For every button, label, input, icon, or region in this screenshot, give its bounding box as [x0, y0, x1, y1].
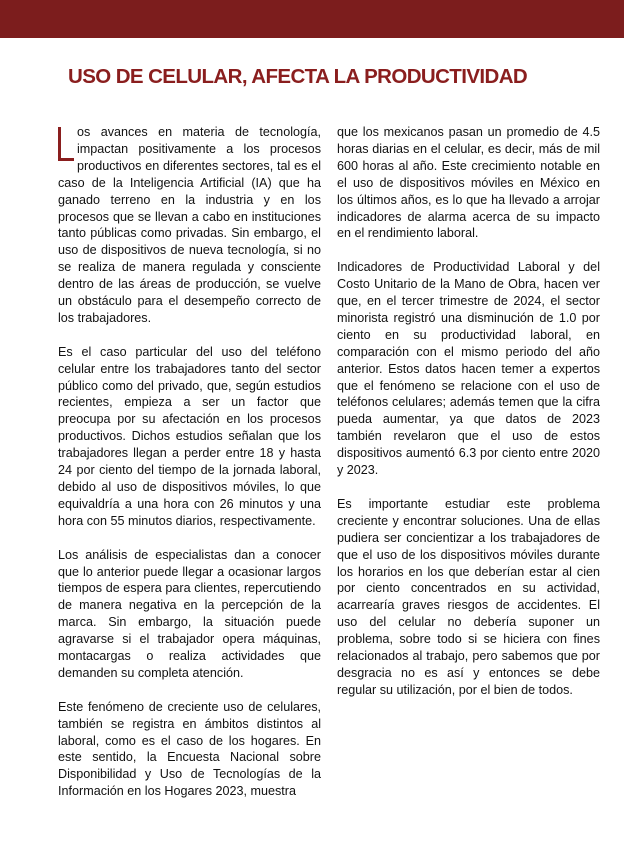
paragraph-1-text: os avances en materia de tecnología, impactan positivamente a los procesos productivos en diferentes sectores, tal es el caso de la Inteligencia Artificial (IA) que ha ganado terreno en la industria y en los procesos que se llevan a cabo en instituciones tanto públicas como privadas. Sin embargo, el uso de dispositivos de nueva tecnología, si no se realiza de manera regulada y consciente dentro de las áreas de producción, se vuelve un obstáculo para el desempeño correcto de los trabajadores. [58, 125, 321, 325]
article-title: USO DE CELULAR, AFECTA LA PRODUCTIVIDAD [68, 65, 528, 88]
paragraph-7: Es importante estudiar este problema creciente y encontrar soluciones. Una de ellas pudiera ser concientizar a los trabajadores de que el uso de los dispositivos móviles durante los horarios en los que deberían estar al cien por ciento concentrados en su actividad, acarrearía graves riesgos de accidentes. El uso del celular no debería suponer un problema, sobre todo si se hiciera con fines relacionados al trabajo, pero sabemos que por desgracia no es así y entonces se debe regular su utilización, por el bien de todos. [337, 496, 600, 697]
paragraph-6: Indicadores de Productividad Laboral y del Costo Unitario de la Mano de Obra, hacen ver que, en el tercer trimestre de 2024, el sector minorista registró una disminución de 1.0 por ciento en su productividad laboral, en comparación con el mismo periodo del año anterior. Estos datos hacen temer a expertos que el fenómeno se relacione con el uso de teléfonos celulares; además temen que la cifra pueda aumentar, ya que datos de 2023 también revelaron que el uso de estos dispositivos aumentó 6.3 por ciento entre 2020 y 2023. [337, 260, 600, 478]
header-band [0, 0, 624, 38]
drop-cap [58, 127, 74, 161]
paragraph-2: Es el caso particular del uso del teléfono celular entre los trabajadores tanto del sector público como del privado, que, según estudios recientes, empieza a ser un factor que preocupa por su afectación en los procesos productivos. Dichos estudios señalan que los trabajadores llegan a perder entre 18 y hasta 24 por ciento del tiempo de la jornada laboral, debido al uso de dispositivos móviles, lo que equivaldría a una hora con 26 minutos y una hora con 55 minutos diarios, respectivamente. [58, 344, 321, 528]
paragraph-4: Este fenómeno de creciente uso de celulares, también se registra en ámbitos distintos al laboral, como es el caso de los hogares. En este sentido, la Encuesta Nacional sobre Disponibilidad y Uso de Tecnologías de la Información en los Hogares 2023, muestra [58, 699, 321, 799]
paragraph-1 [58, 124, 321, 327]
left-column [58, 124, 321, 817]
paragraph-3: Los análisis de especialistas dan a conocer que lo anterior puede llegar a ocasionar largos tiempos de espera para clientes, repercutiendo de manera negativa en la percepción de la marca. Sin embargo, la situación puede agravarse si el trabajador opera máquinas, montacargas o realiza actividades que demanden su completa atención. [58, 547, 321, 680]
right-column [337, 124, 600, 716]
paragraph-5: que los mexicanos pasan un promedio de 4.5 horas diarias en el celular, es decir, más de mil 600 horas al año. Este crecimiento notable en el uso de dispositivos móviles en México en los últimos años, es lo que ha llevado a arrojar indicadores de alarma acerca de su impacto en el rendimiento laboral. [337, 125, 600, 241]
